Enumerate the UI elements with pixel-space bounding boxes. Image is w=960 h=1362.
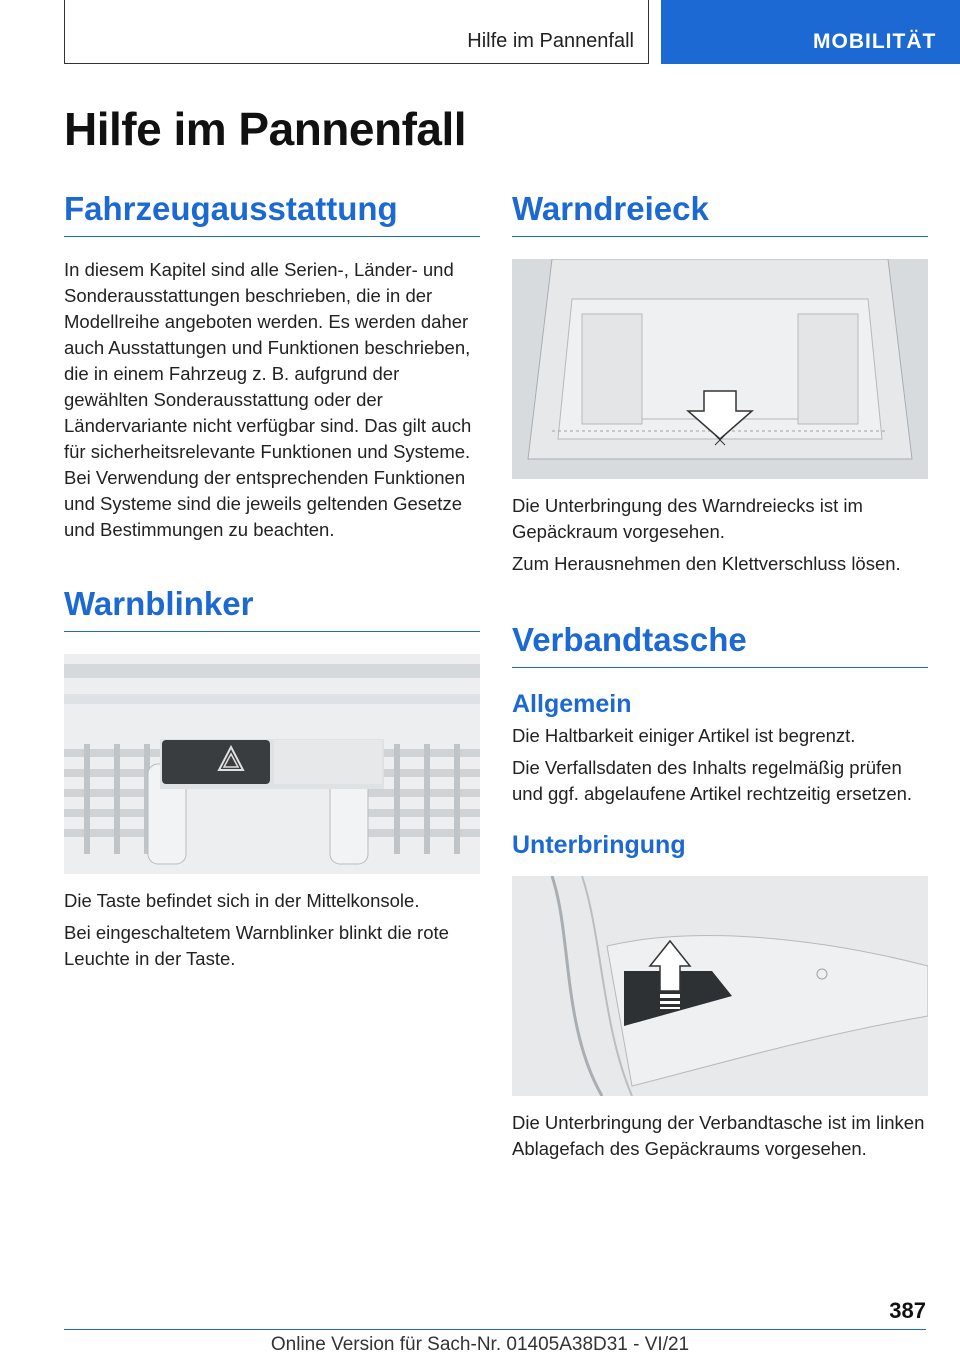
page-number: 387 — [889, 1298, 926, 1323]
page-title: Hilfe im Pannenfall — [64, 103, 467, 155]
left-column — [64, 190, 480, 972]
equipment-paragraph: In diesem Kapitel sind alle Serien-, Länder- und Sonderausstattungen beschrieben, die in der Modellreihe angeboten werden. Es werden daher auch Ausstattungen und Funktionen beschrieben, die in einem Fahrzeug z. B. aufgrund der gewählten Sonderausstattung oder der Ländervariante nicht verfügbar sind. Das gilt auch für sicherheitsrelevante Funktionen und Systeme. Bei Verwendung der entsprechenden Funktionen und Systeme sind die jeweils geltenden Gesetze und Bestimmungen zu beachten. — [64, 259, 472, 540]
triangle-caption-remove: Zum Herausnehmen den Klettverschluss lösen. — [512, 553, 901, 574]
footer-online-version: Online Version für Sach-Nr. 01405A38D31 - VI/21 — [270, 1334, 690, 1355]
trunk-triangle-illustration — [512, 259, 928, 479]
heading-warndreieck: Warndreieck — [512, 190, 928, 237]
firstaid-storage-caption: Die Unterbringung der Verbandtasche ist im linken Ablagefach des Gepäckraums vorgesehen. — [512, 1112, 925, 1159]
running-header — [64, 0, 649, 64]
heading-warnblinker: Warnblinker — [64, 585, 480, 632]
right-column — [512, 190, 928, 1162]
heading-fahrzeugausstattung: Fahrzeugausstattung — [64, 190, 480, 237]
hazard-caption-light: Bei eingeschaltetem Warnblinker blinkt die rote Leuchte in der Taste. — [64, 922, 449, 969]
heading-allgemein: Allgemein — [512, 690, 632, 718]
running-header-section: Hilfe im Pannenfall — [467, 30, 634, 52]
firstaid-general-shelf-life: Die Haltbarkeit einiger Artikel ist begrenzt. — [512, 725, 856, 746]
heading-unterbringung: Unterbringung — [512, 831, 686, 859]
firstaid-general-expiry: Die Verfallsdaten des Inhalts regelmäßig prüfen und ggf. abgelaufene Artikel rechtzeitig ersetzen. — [512, 757, 913, 804]
chapter-tab: MOBILITÄT — [661, 0, 960, 64]
hazard-caption-location: Die Taste befindet sich in der Mittelkonsole. — [64, 890, 420, 911]
hazard-switch-illustration — [64, 654, 480, 874]
heading-verbandtasche: Verbandtasche — [512, 621, 928, 668]
triangle-caption-location: Die Unterbringung des Warndreiecks ist im Gepäckraum vorgesehen. — [512, 495, 863, 542]
footer-divider — [64, 1329, 926, 1330]
firstaid-storage-illustration — [512, 876, 928, 1096]
